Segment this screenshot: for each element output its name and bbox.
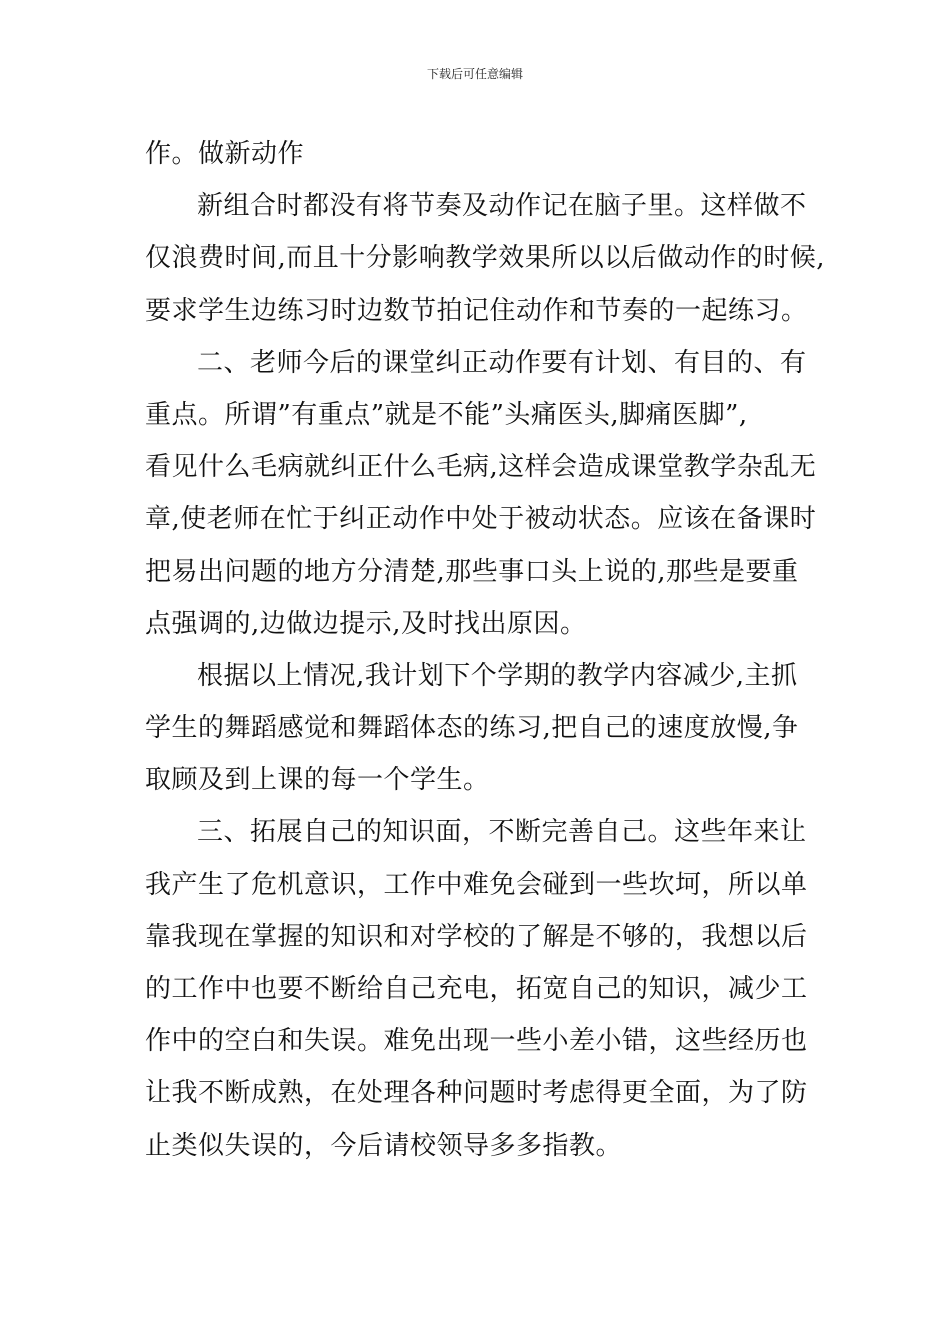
text-line: 根据以上情况,我计划下个学期的教学内容减少,主抓 (197, 660, 798, 691)
text-line: 章,使老师在忙于纠正动作中处于被动状态。应该在备课时 (145, 504, 817, 535)
text-line: 要求学生边练习时边数节拍记住动作和节奏的一起练习。 (145, 295, 808, 326)
text-line: 的工作中也要不断给自己充电，拓宽自己的知识，减少工 (145, 974, 808, 1004)
text-line: 让我不断成熟，在处理各种问题时考虑得更全面，为了防 (145, 1078, 808, 1109)
text-line: 新组合时都没有将节奏及动作记在脑子里。这样做不 (197, 191, 807, 222)
text-line: 仅浪费时间,而且十分影响教学效果所以以后做动作的时候, (145, 243, 826, 274)
page-header: 下载后可任意编辑 (426, 67, 523, 81)
text-line: 作中的空白和失误。难免出现一些小差小错，这些经历也 (145, 1026, 808, 1057)
text-line: 三、拓展自己的知识面，不断完善自己。这些年来让 (197, 817, 807, 848)
text-line: 重点。所谓”有重点”就是不能”头痛医头,脚痛医脚”, (145, 399, 748, 430)
text-line: 取顾及到上课的每一个学生。 (145, 765, 490, 796)
text-line: 二、老师今后的课堂纠正动作要有计划、有目的、有 (197, 347, 807, 378)
text-line: 我产生了危机意识，工作中难免会碰到一些坎坷，所以单 (145, 869, 808, 900)
text-line: 把易出问题的地方分清楚,那些事口头上说的,那些是要重 (145, 556, 799, 587)
text-line: 看见什么毛病就纠正什么毛病,这样会造成课堂教学杂乱无 (145, 452, 817, 483)
text-line: 点强调的,边做边提示,及时找出原因。 (145, 608, 587, 639)
document-body (145, 128, 826, 1172)
text-line: 作。做新动作 (145, 139, 305, 169)
text-line: 止类似失误的，今后请校领导多多指教。 (145, 1130, 623, 1161)
text-line: 学生的舞蹈感觉和舞蹈体态的练习,把自己的速度放慢,争 (145, 713, 799, 744)
text-line: 靠我现在掌握的知识和对学校的了解是不够的，我想以后 (145, 921, 808, 952)
